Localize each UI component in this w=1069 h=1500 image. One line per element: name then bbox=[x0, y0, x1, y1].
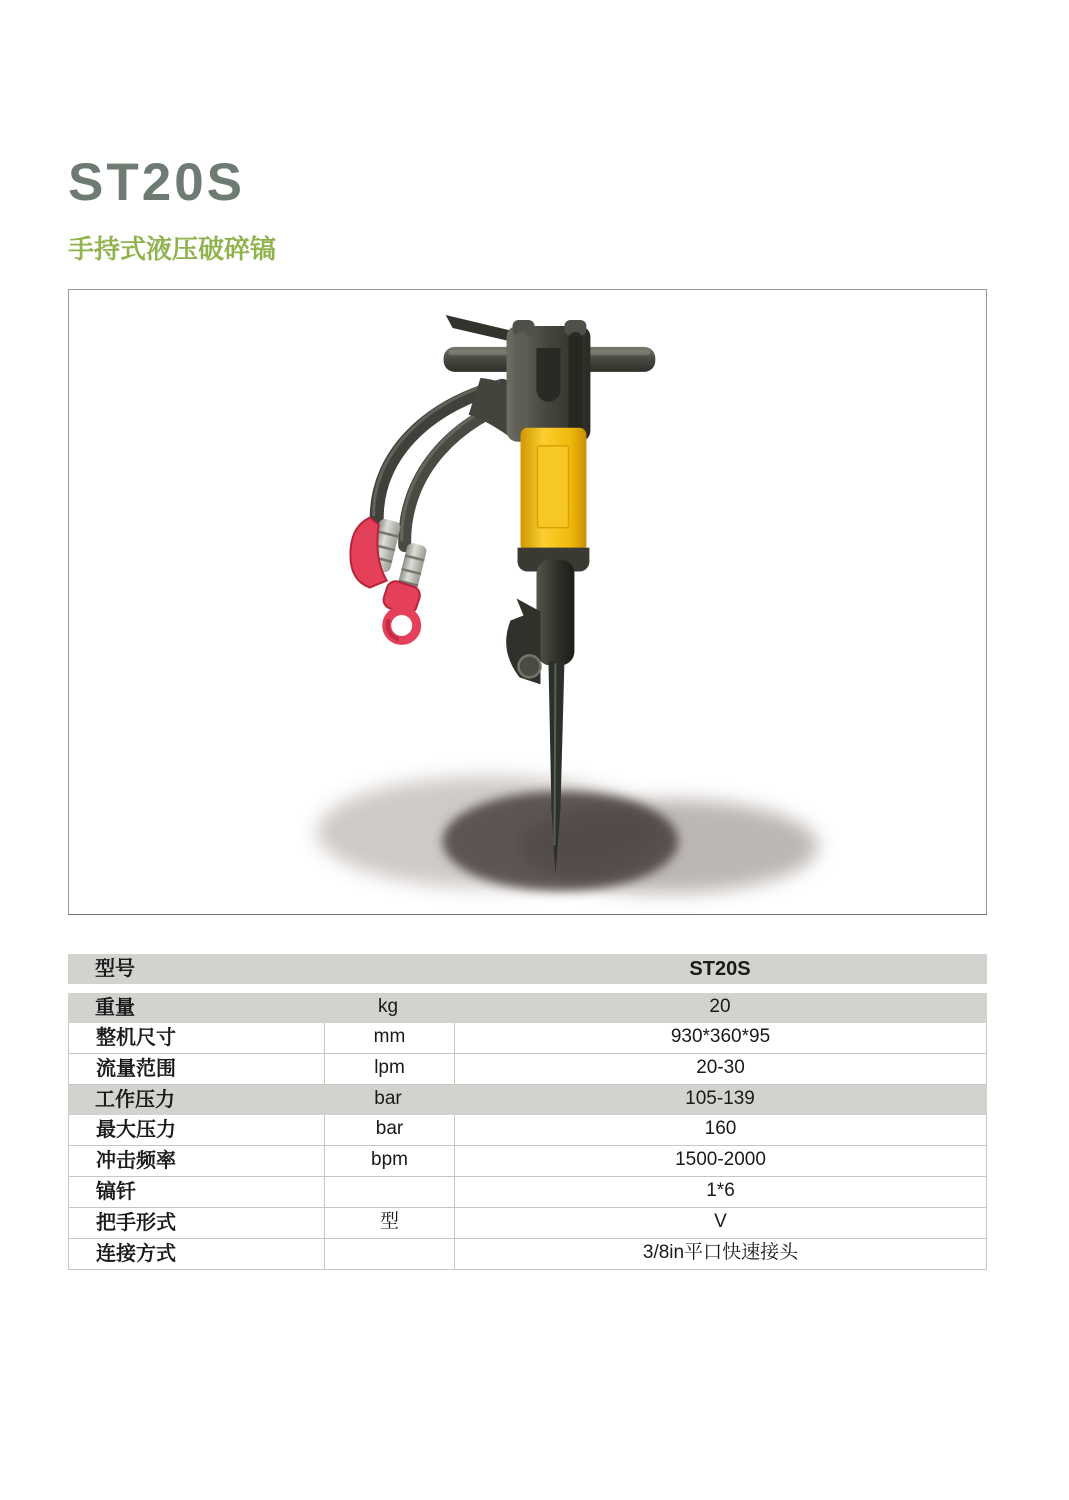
spec-label: 最大压力 bbox=[96, 1118, 176, 1141]
table-row bbox=[68, 1085, 987, 1115]
spec-value: 930*360*95 bbox=[454, 1023, 986, 1053]
spec-label: 重量 bbox=[95, 996, 135, 1019]
spec-value: V bbox=[454, 1208, 986, 1238]
spec-value: 3/8in平口快速接头 bbox=[454, 1239, 986, 1269]
ground-shadow bbox=[317, 776, 818, 893]
chuck bbox=[536, 559, 574, 665]
spec-label: 工作压力 bbox=[95, 1088, 175, 1111]
breaker-illustration bbox=[69, 290, 986, 914]
spec-value: 20-30 bbox=[454, 1054, 986, 1084]
table-row bbox=[68, 1115, 987, 1146]
product-image-frame bbox=[68, 289, 987, 915]
spec-value: ST20S bbox=[689, 957, 751, 980]
table-row bbox=[68, 1146, 987, 1177]
spec-label: 冲击频率 bbox=[96, 1149, 176, 1172]
brochure-page bbox=[68, 0, 988, 1270]
spec-label: 镐钎 bbox=[96, 1180, 136, 1203]
table-row bbox=[68, 954, 987, 984]
spec-value: 20 bbox=[709, 996, 731, 1018]
chisel-latch bbox=[506, 598, 540, 684]
table-row bbox=[68, 1208, 987, 1239]
table-row bbox=[68, 1239, 987, 1270]
spec-unit: bpm bbox=[324, 1146, 454, 1176]
spec-unit bbox=[323, 954, 453, 984]
spec-value: 1*6 bbox=[454, 1177, 986, 1207]
spec-unit: bar bbox=[374, 1088, 402, 1110]
spec-unit: kg bbox=[377, 996, 399, 1018]
table-row bbox=[68, 1054, 987, 1085]
spec-value: 160 bbox=[454, 1115, 986, 1145]
spec-label: 连接方式 bbox=[96, 1242, 176, 1265]
page-subtitle: 手持式液压破碎镐 bbox=[68, 234, 277, 264]
table-row bbox=[68, 1177, 987, 1208]
spec-unit: lpm bbox=[324, 1054, 454, 1084]
table-row bbox=[68, 993, 987, 1023]
cylinder-sleeve bbox=[521, 427, 587, 551]
spec-unit: bar bbox=[324, 1115, 454, 1145]
table-row bbox=[68, 1023, 987, 1054]
spec-unit bbox=[324, 1177, 454, 1207]
spec-label: 型号 bbox=[95, 957, 135, 980]
spec-unit: mm bbox=[324, 1023, 454, 1053]
page-title: ST20S bbox=[68, 153, 246, 212]
spec-value: 105-139 bbox=[685, 1088, 755, 1110]
spec-label: 整机尺寸 bbox=[96, 1026, 176, 1049]
breaker-head bbox=[507, 320, 591, 442]
spec-unit: 型 bbox=[324, 1208, 454, 1238]
spec-label: 把手形式 bbox=[96, 1211, 176, 1234]
spec-unit bbox=[324, 1239, 454, 1269]
spec-value: 1500-2000 bbox=[454, 1146, 986, 1176]
spec-table bbox=[68, 954, 987, 1270]
spec-label: 流量范围 bbox=[96, 1057, 176, 1080]
